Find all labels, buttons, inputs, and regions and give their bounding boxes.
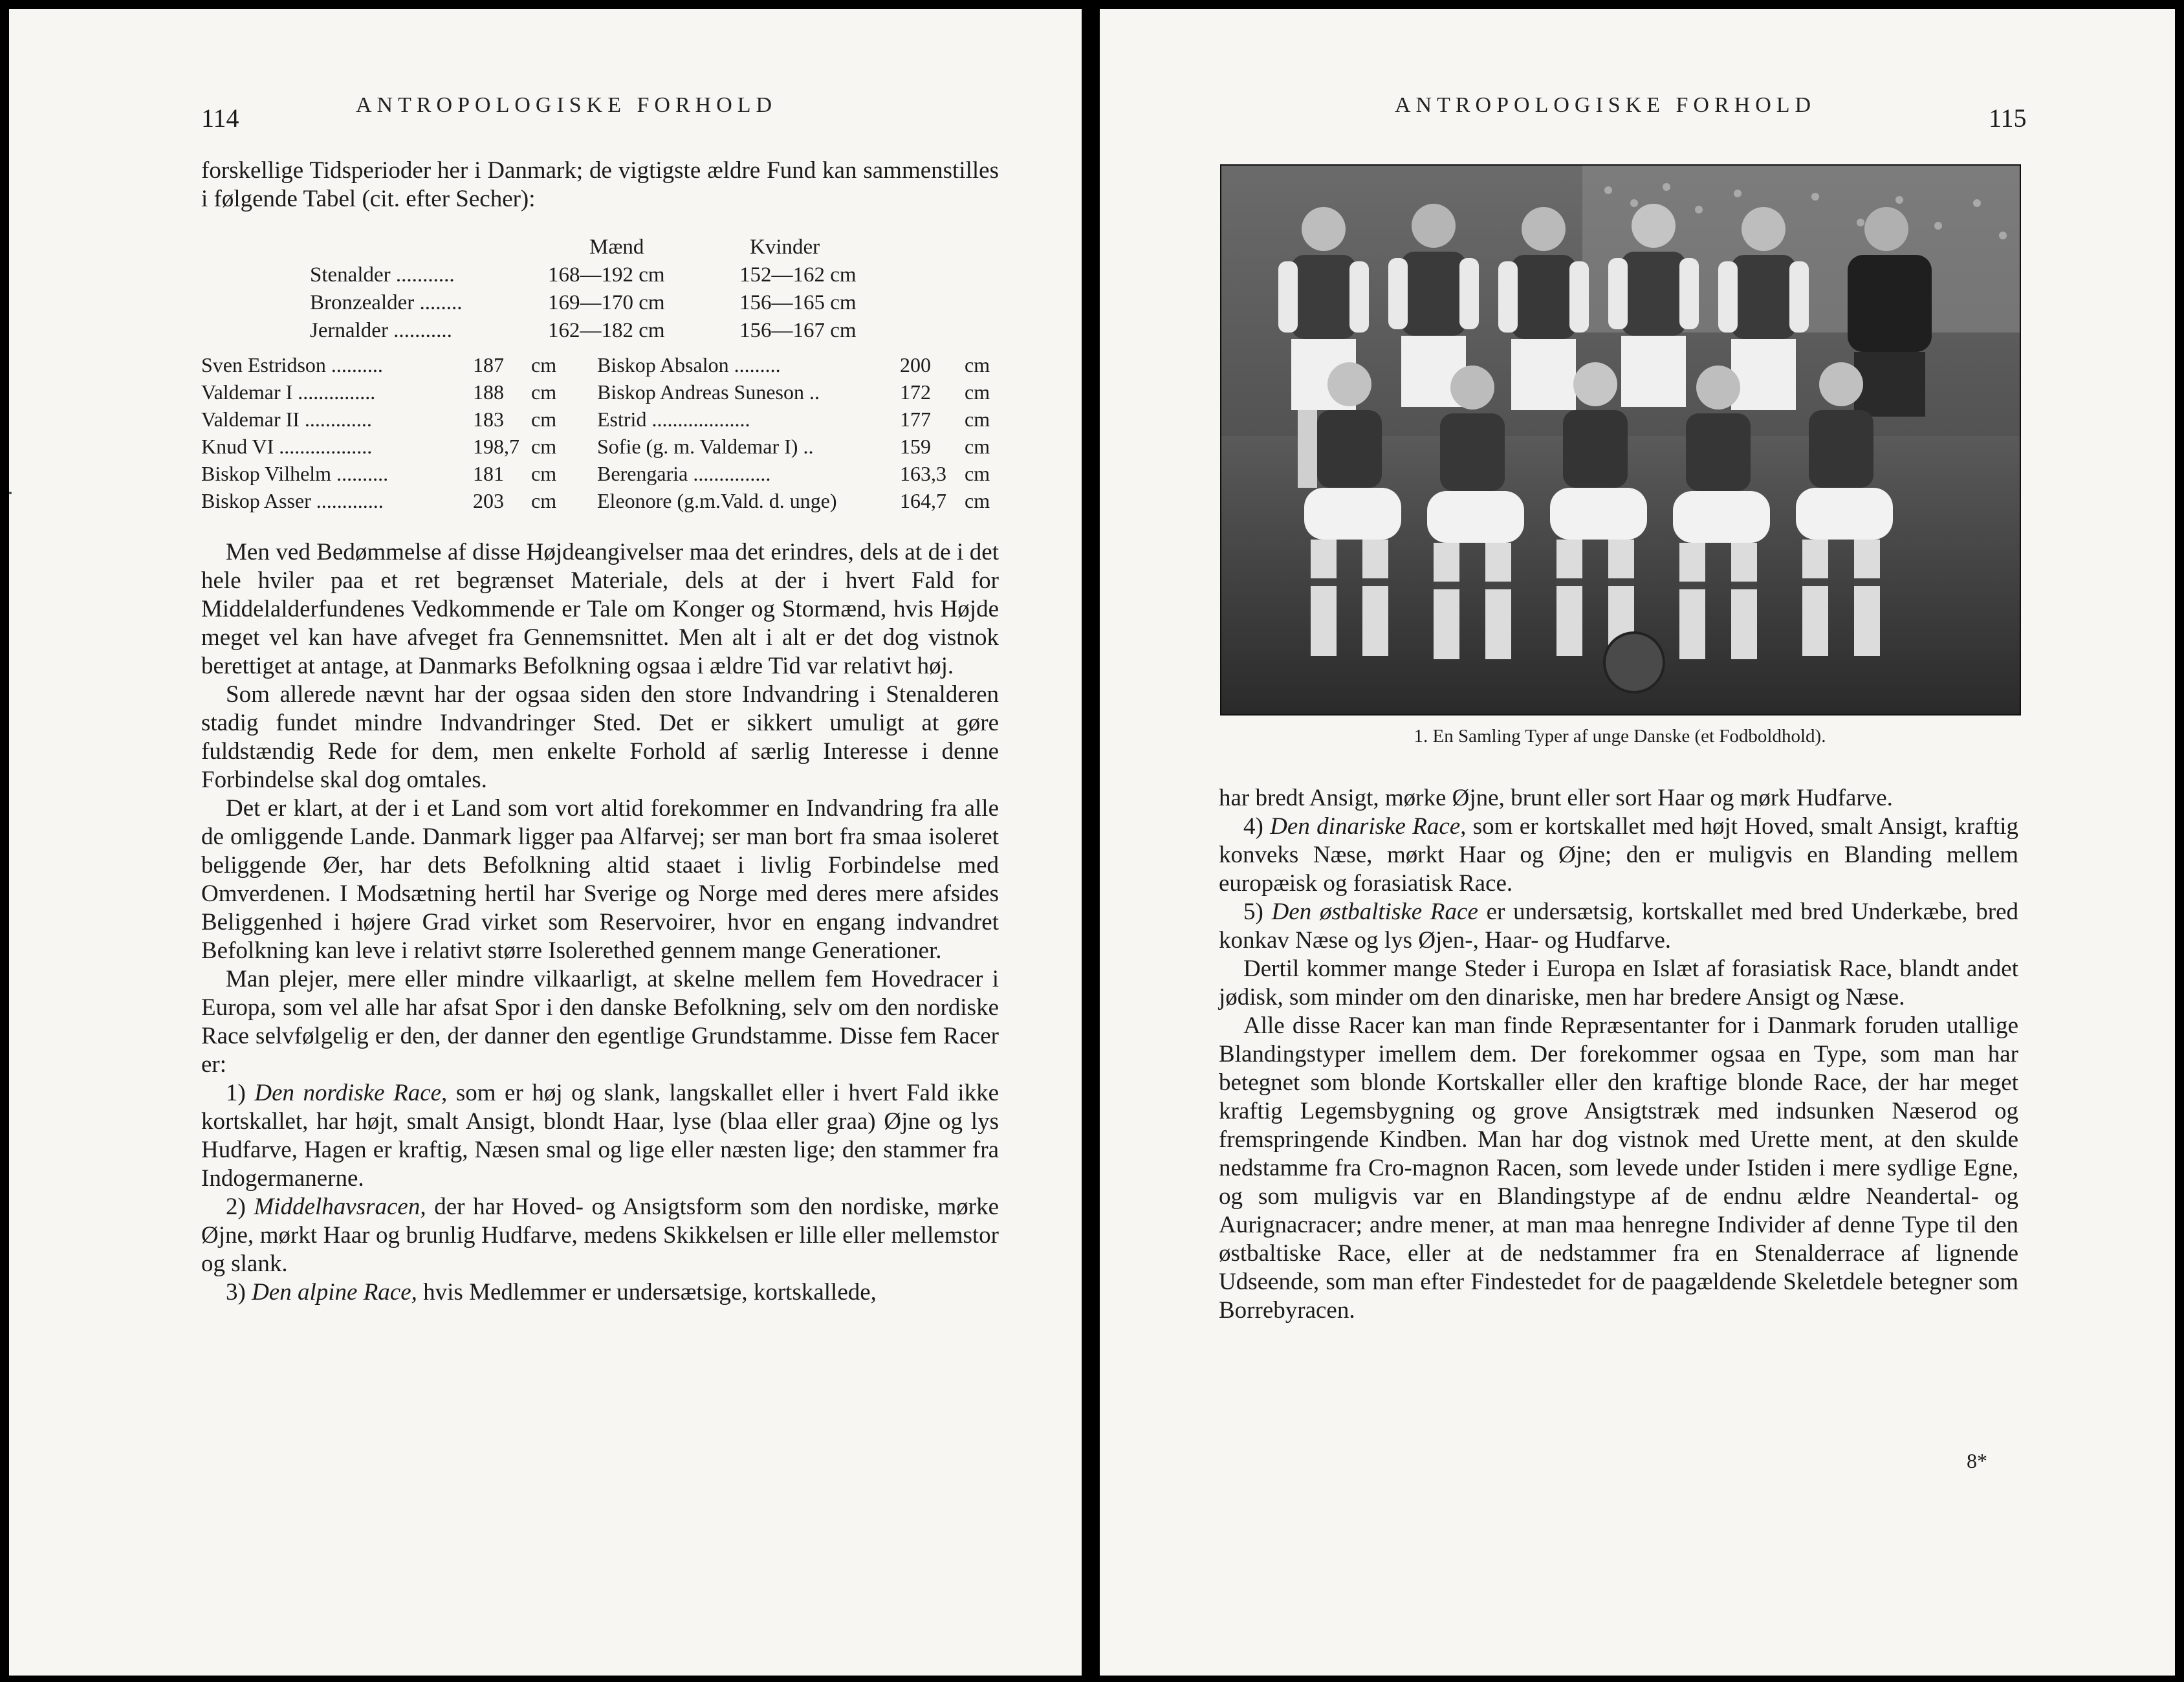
paragraph: Men ved Bedømmelse af disse Højdeangivelser maa det erindres, dels at de i det hele hviler paa et ret begrænset Materiale, dels at der i hvert Fald for Middelalderfundenes Vedkommende er Tale om Konger og Stormænd, hvis Højde meget vel kan have afveget fra Gennemsnittet. Men alt i alt er det dog vistnok berettiget at antage, at Danmarks Befolkning ogsaa i ældre Tid var relativt høj.: [201, 539, 999, 679]
person-unit: cm: [531, 408, 557, 431]
person-name: Biskop Absalon .........: [597, 353, 781, 377]
right-page: [1100, 9, 2175, 1676]
header-men: Mænd: [589, 235, 644, 259]
period-cell: Jernalder ...........: [310, 319, 452, 342]
race-name: Den alpine Race,: [252, 1279, 417, 1305]
person-name: Biskop Vilhelm ..........: [201, 462, 389, 485]
race-paragraph: [201, 1193, 999, 1278]
person-height: 183: [473, 408, 504, 431]
person-height: 164,7: [900, 489, 946, 512]
table-row: [201, 291, 999, 319]
person-unit: cm: [965, 408, 990, 431]
person-height: 198,7: [473, 435, 519, 458]
race-text: hvis Medlemmer er undersætsige, kortskallede,: [417, 1279, 877, 1305]
race-number: 5): [1243, 899, 1272, 925]
table-row: [201, 462, 999, 489]
person-unit: cm: [531, 462, 557, 485]
race-number: 3): [226, 1279, 252, 1305]
race-paragraph: [1219, 813, 2018, 898]
paragraph: Det er klart, at der i et Land som vort altid forekommer en Indvandring fra alle de omliggende Lande. Danmark ligger paa Alfarvej; ser man bort fra smaa isoleret beliggende Øer, har dets Befolkning altid staaet i livlig Forbindelse med Omverdenen. I Modsætning hertil har Sverige og Norge med deres mere afsides Beliggenhed i højere Grad virket som Reservoirer, hvor en engang indvandret Befolkning kan leve i relativt større Isolerethed gennem mange Generationer.: [201, 795, 999, 964]
person-unit: cm: [531, 489, 557, 512]
person-unit: cm: [965, 435, 990, 458]
person-name: Valdemar II .............: [201, 408, 372, 431]
left-page: [9, 9, 1082, 1676]
table-row: [201, 263, 999, 291]
person-unit: cm: [965, 462, 990, 485]
paragraph: Alle disse Racer kan man finde Repræsentanter for i Danmark foruden utallige Blandingstyper imellem dem. Der forekommer ogsaa en Type, som man har betegnet som blonde Kortskaller eller den kraftige blonde Race, der har meget kraftig Legemsbygning og grove Ansigtstræk med indsunken Næserod og fremspringende Kindben. Man har dog vistnok med Urette ment, at den skulde nedstamme fra Cro-magnon Racen, som levede under Istiden i mere sydlige Egne, og som muligvis var en Blandingstype af de endnu ældre Neandertal- og Aurignacracer; andre mener, at man maa henregne Individer af denne Type til den østbaltiske Race, eller at de nedstammer fra en Stenalderrace af lignende Udseende, som man efter Findestedet for de paagældende Skeletdele betegner som Borrebyracen.: [1219, 1012, 2018, 1324]
paragraph: har bredt Ansigt, mørke Øjne, brunt eller sort Haar og mørk Hudfarve.: [1219, 785, 1893, 811]
men-cell: 162—182 cm: [548, 319, 665, 342]
football-team-photo: [1220, 164, 2021, 715]
period-table-header: [201, 235, 999, 263]
table-row: [201, 408, 999, 435]
race-paragraph: [1219, 898, 2018, 955]
person-name: Valdemar I ...............: [201, 380, 376, 404]
signature-mark: 8*: [1967, 1449, 1987, 1472]
table-row: [201, 435, 999, 462]
person-unit: cm: [965, 353, 990, 377]
page-number-left: 114: [201, 104, 239, 133]
race-text: er undersætsig, kortskallet med bred Underkæbe, bred konkav Næse og lys Øjen-, Haar- og Hudfarve.: [1219, 899, 2018, 954]
person-unit: cm: [531, 435, 557, 458]
person-name: Eleonore (g.m.Vald. d. unge): [597, 489, 837, 512]
person-name: Sven Estridson ..........: [201, 353, 383, 377]
race-name: Middelhavsracen,: [254, 1194, 426, 1220]
running-head-left: ANTROPOLOGISKE FORHOLD: [356, 93, 778, 117]
period-table: [201, 235, 999, 347]
person-name: Estrid ...................: [597, 408, 750, 431]
person-height: 181: [473, 462, 504, 485]
race-text: som er kortskallet med højt Hoved, smalt Ansigt, kraftig konveks Næse, mørkt Haar og Øjne; den er muligvis en Blanding mellem europæisk og forasiatisk Race.: [1219, 813, 2018, 897]
team-photo-illustration: [1220, 164, 2021, 715]
person-name: Knud VI ..................: [201, 435, 373, 458]
paragraph: Man plejer, mere eller mindre vilkaarligt, at skelne mellem fem Hovedracer i Europa, som vel alle har afsat Spor i den danske Befolkning, selv om den nordiske Race selvfølgelig er den, der danner den egentlige Grundstamme. Disse fem Racer er:: [201, 966, 999, 1078]
race-paragraph: [201, 1079, 999, 1193]
race-name: Den østbaltiske Race: [1271, 899, 1478, 925]
person-height: 177: [900, 408, 931, 431]
left-intro: [201, 157, 999, 213]
table-row: [201, 353, 999, 380]
men-cell: 168—192 cm: [548, 263, 665, 287]
person-unit: cm: [531, 353, 557, 377]
person-name: Biskop Asser .............: [201, 489, 384, 512]
header-women: Kvinder: [750, 235, 820, 259]
person-height: 188: [473, 380, 504, 404]
race-name: Den nordiske Race,: [254, 1080, 448, 1106]
women-cell: 156—167 cm: [739, 319, 857, 342]
race-text: der har Hoved- og Ansigtsform som den nordiske, mørke Øjne, mørkt Haar og brunlig Hudfarve, medens Skikkelsen er lille eller mellemstor og slank.: [201, 1194, 999, 1277]
person-height: 163,3: [900, 462, 946, 485]
women-cell: 156—165 cm: [739, 291, 857, 314]
person-height: 203: [473, 489, 504, 512]
margin-mark: [9, 492, 12, 494]
intro-paragraph: forskellige Tidsperioder her i Danmark; de vigtigste ældre Fund kan sammenstilles i følgende Tabel (cit. efter Secher):: [201, 157, 999, 212]
paragraph: Som allerede nævnt har der ogsaa siden den store Indvandring i Stenalderen stadig fundet mindre Indvandringer Sted. Det er sikkert umuligt at gøre fuldstændig Rede for dem, men enkelte Forhold af særlig Interesse i denne Forbindelse skal dog omtales.: [201, 681, 999, 793]
period-cell: Stenalder ...........: [310, 263, 455, 287]
person-name: Berengaria ...............: [597, 462, 771, 485]
person-unit: cm: [965, 380, 990, 404]
person-name: Biskop Andreas Suneson ..: [597, 380, 820, 404]
race-paragraph: [201, 1278, 999, 1307]
women-cell: 152—162 cm: [739, 263, 857, 287]
person-height: 172: [900, 380, 931, 404]
race-number: 1): [226, 1080, 255, 1106]
right-body: [1219, 784, 2018, 1325]
left-body: [201, 538, 999, 1307]
table-row: [201, 380, 999, 408]
person-name: Sofie (g. m. Valdemar I) ..: [597, 435, 814, 458]
person-height: 187: [473, 353, 504, 377]
men-cell: 169—170 cm: [548, 291, 665, 314]
table-row: [201, 489, 999, 516]
page-number-right: 115: [1989, 104, 2027, 133]
person-unit: cm: [531, 380, 557, 404]
race-name: Den dinariske Race,: [1270, 813, 1467, 840]
persons-table: [201, 353, 999, 516]
person-unit: cm: [965, 489, 990, 512]
period-cell: Bronzealder ........: [310, 291, 463, 314]
paragraph: Dertil kommer mange Steder i Europa en Islæt af forasiatisk Race, blandt andet jødisk, som minder om den dinariske, men har bredere Ansigt og Næse.: [1219, 956, 2018, 1010]
running-head-right: ANTROPOLOGISKE FORHOLD: [1395, 93, 1817, 117]
person-height: 159: [900, 435, 931, 458]
person-height: 200: [900, 353, 931, 377]
race-number: 4): [1243, 813, 1271, 840]
photo-caption: 1. En Samling Typer af unge Danske (et Fodboldhold).: [1414, 726, 1826, 747]
table-row: [201, 319, 999, 347]
race-number: 2): [226, 1194, 254, 1220]
race-text: som er høj og slank, langskallet eller i hvert Fald ikke kortskallet, har højt, smalt Ansigt, blondt Haar, lyse (blaa eller graa) Øjne og lys Hudfarve, Hagen er kraftig, Næsen smal og lige eller næsten lige; den stammer fra Indogermanerne.: [201, 1080, 999, 1192]
